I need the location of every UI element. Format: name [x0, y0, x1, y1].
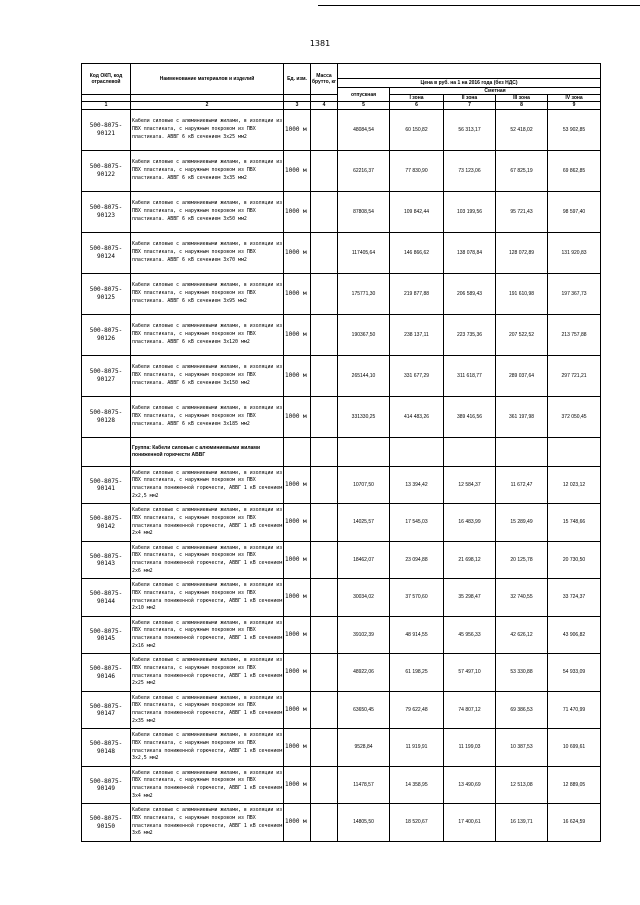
zone-4-price: 33 724,37: [548, 579, 601, 617]
zone-4-price: 69 862,85: [548, 150, 601, 191]
table-row: [82, 355, 601, 396]
release-price: 265144,10: [338, 355, 390, 396]
product-code: 500-8075-90121: [82, 109, 131, 150]
column-number: 4: [311, 102, 338, 109]
product-name: Кабели силовые с алюминиевыми жилами, в изоляции из ПВХ пластиката, с наружным покровом из ПВХ пластиката пониженной горючести, АВВГ 1 кВ сечением 2х16 мм2: [131, 616, 284, 654]
zone-4-price: 20 730,50: [548, 541, 601, 579]
unit-cell: 1000 м: [284, 355, 311, 396]
header-spacer: [338, 64, 601, 79]
product-code: 500-8075-90141: [82, 466, 131, 504]
mass-cell: [311, 804, 338, 842]
unit-cell: 1000 м: [284, 804, 311, 842]
zone-1-price: 48 914,55: [390, 616, 444, 654]
unit-cell: 1000 м: [284, 691, 311, 729]
unit-cell: 1000 м: [284, 616, 311, 654]
release-price: 117405,64: [338, 232, 390, 273]
group-title: Группа: Кабели силовые с алюминиевыми жилами пониженной горючести АВВГ: [131, 437, 284, 466]
zone-3-price: 15 289,49: [496, 504, 548, 542]
mass-cell: [311, 191, 338, 232]
group-row-blank: [338, 437, 390, 466]
unit-cell: 1000 м: [284, 396, 311, 437]
release-price: 331330,25: [338, 396, 390, 437]
zone-1-price: 146 866,62: [390, 232, 444, 273]
product-code: 500-8075-90143: [82, 541, 131, 579]
product-name: Кабели силовые с алюминиевыми жилами, в изоляции из ПВХ пластиката, с наружным покровом из ПВХ пластиката пониженной горючести, АВВГ 1 кВ сечением 2х6 мм2: [131, 541, 284, 579]
zone-3-price: 32 740,55: [496, 579, 548, 617]
group-row-blank: [444, 437, 496, 466]
unit-cell: 1000 м: [284, 314, 311, 355]
unit-cell: 1000 м: [284, 579, 311, 617]
product-code: 500-8075-90125: [82, 273, 131, 314]
mass-cell: [311, 654, 338, 692]
release-price: 62216,37: [338, 150, 390, 191]
product-name: Кабели силовые с алюминиевыми жилами, в изоляции из ПВХ пластиката, с наружным покровом из ПВХ пластиката пониженной горючести, АВВГ 1 кВ сечением 2х35 мм2: [131, 691, 284, 729]
product-code: 500-8075-90124: [82, 232, 131, 273]
header-filler: [284, 95, 311, 102]
zone-2-price: 389 416,56: [444, 396, 496, 437]
column-number: 3: [284, 102, 311, 109]
release-price: 48922,06: [338, 654, 390, 692]
zone-1-price: 331 677,29: [390, 355, 444, 396]
table-row: [82, 541, 601, 579]
mass-cell: [311, 691, 338, 729]
table-row: [82, 804, 601, 842]
table-row: [82, 766, 601, 804]
zone-4-price: 197 367,73: [548, 273, 601, 314]
zone-4-price: 131 920,83: [548, 232, 601, 273]
product-name: Кабели силовые с алюминиевыми жилами, в изоляции из ПВХ пластиката, с наружным покровом из ПВХ пластиката. АВВГ 6 кВ сечением 3х70 мм2: [131, 232, 284, 273]
zone-3-price: 42 626,12: [496, 616, 548, 654]
zone-3-price: 12 513,08: [496, 766, 548, 804]
release-price: 14025,57: [338, 504, 390, 542]
product-code: 500-8075-90149: [82, 766, 131, 804]
zone-4-price: 10 699,61: [548, 729, 601, 767]
column-number: 1: [82, 102, 131, 109]
zone-1-price: 14 358,95: [390, 766, 444, 804]
table-row: [82, 691, 601, 729]
zone-2-price: 223 735,36: [444, 314, 496, 355]
product-name: Кабели силовые с алюминиевыми жилами, в изоляции из ПВХ пластиката, с наружным покровом из ПВХ пластиката. АВВГ 6 кВ сечением 3х35 мм2: [131, 150, 284, 191]
zone-3-price: 207 522,52: [496, 314, 548, 355]
mass-cell: [311, 541, 338, 579]
column-number: 9: [548, 102, 601, 109]
zone-2-price: 16 483,99: [444, 504, 496, 542]
product-code: 500-8075-90146: [82, 654, 131, 692]
release-price: 39102,39: [338, 616, 390, 654]
zone-2-price: 35 298,47: [444, 579, 496, 617]
zone-2-price: 57 497,10: [444, 654, 496, 692]
header-mass: Масса брутто, кг: [311, 64, 338, 95]
mass-cell: [311, 616, 338, 654]
zone-2-price: 11 199,03: [444, 729, 496, 767]
group-row-blank: [496, 437, 548, 466]
product-code: 500-8075-90150: [82, 804, 131, 842]
zone-1-price: 11 919,91: [390, 729, 444, 767]
zone-2-price: 103 199,56: [444, 191, 496, 232]
zone-4-price: 297 721,21: [548, 355, 601, 396]
table-row: [82, 109, 601, 150]
zone-3-price: 128 072,89: [496, 232, 548, 273]
zone-1-price: 219 877,88: [390, 273, 444, 314]
zone-2-price: 12 584,37: [444, 466, 496, 504]
group-row: [82, 437, 601, 466]
zone-4-price: 12 023,12: [548, 466, 601, 504]
product-code: 500-8075-90142: [82, 504, 131, 542]
release-price: 11478,57: [338, 766, 390, 804]
zone-1-price: 60 150,82: [390, 109, 444, 150]
product-code: 500-8075-90126: [82, 314, 131, 355]
zone-4-price: 15 748,66: [548, 504, 601, 542]
unit-cell: 1000 м: [284, 541, 311, 579]
mass-cell: [311, 232, 338, 273]
zone-2-price: 21 698,12: [444, 541, 496, 579]
product-name: Кабели силовые с алюминиевыми жилами, в изоляции из ПВХ пластиката, с наружным покровом из ПВХ пластиката. АВВГ 6 кВ сечением 3х95 мм2: [131, 273, 284, 314]
mass-cell: [311, 355, 338, 396]
zone-3-price: 20 125,78: [496, 541, 548, 579]
product-name: Кабели силовые с алюминиевыми жилами, в изоляции из ПВХ пластиката, с наружным покровом из ПВХ пластиката пониженной горючести, АВВГ 1 кВ сечением 3х2,5 мм2: [131, 729, 284, 767]
product-code: 500-8075-90128: [82, 396, 131, 437]
zone-1-price: 109 842,44: [390, 191, 444, 232]
product-name: Кабели силовые с алюминиевыми жилами, в изоляции из ПВХ пластиката, с наружным покровом из ПВХ пластиката пониженной горючести, АВВГ 1 кВ сечением 2х4 мм2: [131, 504, 284, 542]
zone-1-price: 17 545,03: [390, 504, 444, 542]
column-number: 2: [131, 102, 284, 109]
release-price: 14805,50: [338, 804, 390, 842]
group-row-blank: [390, 437, 444, 466]
column-number-row: [82, 102, 601, 109]
zone-2-price: 13 490,69: [444, 766, 496, 804]
zone-3-price: 10 387,53: [496, 729, 548, 767]
zone-3-price: 69 386,53: [496, 691, 548, 729]
release-price: 9528,84: [338, 729, 390, 767]
zone-1-price: 18 520,67: [390, 804, 444, 842]
unit-cell: 1000 м: [284, 504, 311, 542]
zone-4-price: 54 933,09: [548, 654, 601, 692]
table-row: [82, 396, 601, 437]
product-name: Кабели силовые с алюминиевыми жилами, в изоляции из ПВХ пластиката, с наружным покровом из ПВХ пластиката. АВВГ 6 кВ сечением 3х150 мм2: [131, 355, 284, 396]
zone-4-price: 213 757,88: [548, 314, 601, 355]
table-row: [82, 150, 601, 191]
header-unit: Ед. изм.: [284, 64, 311, 95]
zone-2-price: 138 078,84: [444, 232, 496, 273]
product-code: 500-8075-90145: [82, 616, 131, 654]
zone-4-price: 372 050,45: [548, 396, 601, 437]
group-row-blank: [311, 437, 338, 466]
zone-2-price: 56 313,17: [444, 109, 496, 150]
header-release: отпускная: [338, 88, 390, 102]
table-row: [82, 232, 601, 273]
unit-cell: 1000 м: [284, 654, 311, 692]
group-row-blank: [284, 437, 311, 466]
header-zone-4: IV зона: [548, 95, 601, 102]
zone-4-price: 98 597,40: [548, 191, 601, 232]
mass-cell: [311, 729, 338, 767]
product-name: Кабели силовые с алюминиевыми жилами, в изоляции из ПВХ пластиката, с наружным покровом из ПВХ пластиката пониженной горючести, АВВГ 1 кВ сечением 2х2,5 мм2: [131, 466, 284, 504]
product-name: Кабели силовые с алюминиевыми жилами, в изоляции из ПВХ пластиката, с наружным покровом из ПВХ пластиката. АВВГ 6 кВ сечением 3х50 мм2: [131, 191, 284, 232]
release-price: 190367,50: [338, 314, 390, 355]
unit-cell: 1000 м: [284, 109, 311, 150]
release-price: 18462,07: [338, 541, 390, 579]
zone-3-price: 289 037,64: [496, 355, 548, 396]
page-number: 1381: [309, 39, 331, 48]
zone-3-price: 11 672,47: [496, 466, 548, 504]
table-body-b: [82, 466, 601, 841]
product-code: 500-8075-90127: [82, 355, 131, 396]
product-name: Кабели силовые с алюминиевыми жилами, в изоляции из ПВХ пластиката, с наружным покровом из ПВХ пластиката пониженной горючести, АВВГ 1 кВ сечением 3х6 мм2: [131, 804, 284, 842]
zone-1-price: 238 137,11: [390, 314, 444, 355]
header-code: Код ОКП, код отраслевой: [82, 64, 131, 95]
table-row: [82, 729, 601, 767]
release-price: 175771,30: [338, 273, 390, 314]
table-row: [82, 579, 601, 617]
group-row-blank: [548, 437, 601, 466]
zone-4-price: 12 889,05: [548, 766, 601, 804]
group-row-blank: [82, 437, 131, 466]
zone-1-price: 77 830,90: [390, 150, 444, 191]
zone-3-price: 52 418,02: [496, 109, 548, 150]
unit-cell: 1000 м: [284, 466, 311, 504]
release-price: 87808,54: [338, 191, 390, 232]
product-name: Кабели силовые с алюминиевыми жилами, в изоляции из ПВХ пластиката, с наружным покровом из ПВХ пластиката пониженной горючести, АВВГ 1 кВ сечением 3х4 мм2: [131, 766, 284, 804]
unit-cell: 1000 м: [284, 232, 311, 273]
zone-3-price: 67 825,19: [496, 150, 548, 191]
header-filler: [131, 95, 284, 102]
header-filler: [82, 95, 131, 102]
zone-2-price: 45 956,33: [444, 616, 496, 654]
zone-4-price: 16 624,59: [548, 804, 601, 842]
zone-4-price: 71 470,99: [548, 691, 601, 729]
zone-1-price: 79 622,48: [390, 691, 444, 729]
zone-2-price: 206 589,43: [444, 273, 496, 314]
product-name: Кабели силовые с алюминиевыми жилами, в изоляции из ПВХ пластиката, с наружным покровом из ПВХ пластиката. АВВГ 6 кВ сечением 3х185 мм2: [131, 396, 284, 437]
product-name: Кабели силовые с алюминиевыми жилами, в изоляции из ПВХ пластиката, с наружным покровом из ПВХ пластиката. АВВГ 6 кВ сечением 3х25 мм2: [131, 109, 284, 150]
product-code: 500-8075-90148: [82, 729, 131, 767]
release-price: 30034,02: [338, 579, 390, 617]
mass-cell: [311, 766, 338, 804]
mass-cell: [311, 109, 338, 150]
column-number: 8: [496, 102, 548, 109]
column-number: 7: [444, 102, 496, 109]
column-number: 6: [390, 102, 444, 109]
zone-4-price: 53 902,85: [548, 109, 601, 150]
table-row: [82, 466, 601, 504]
column-number: 5: [338, 102, 390, 109]
mass-cell: [311, 396, 338, 437]
table-row: [82, 654, 601, 692]
zone-2-price: 311 618,77: [444, 355, 496, 396]
product-code: 500-8075-90122: [82, 150, 131, 191]
zone-1-price: 61 198,25: [390, 654, 444, 692]
zone-1-price: 414 483,26: [390, 396, 444, 437]
product-name: Кабели силовые с алюминиевыми жилами, в изоляции из ПВХ пластиката, с наружным покровом из ПВХ пластиката. АВВГ 6 кВ сечением 3х120 мм2: [131, 314, 284, 355]
mass-cell: [311, 273, 338, 314]
group-row-body: [82, 437, 601, 466]
mass-cell: [311, 466, 338, 504]
zone-2-price: 74 807,12: [444, 691, 496, 729]
price-table: [81, 63, 601, 842]
zone-3-price: 95 721,43: [496, 191, 548, 232]
table-row: [82, 314, 601, 355]
table-row: [82, 191, 601, 232]
zone-1-price: 23 094,88: [390, 541, 444, 579]
header-zone-1: I зона: [390, 95, 444, 102]
table-row: [82, 504, 601, 542]
product-code: 500-8075-90123: [82, 191, 131, 232]
zone-3-price: 361 197,98: [496, 396, 548, 437]
header-zone-3: III зона: [496, 95, 548, 102]
product-name: Кабели силовые с алюминиевыми жилами, в изоляции из ПВХ пластиката, с наружным покровом из ПВХ пластиката пониженной горючести, АВВГ 1 кВ сечением 2х10 мм2: [131, 579, 284, 617]
table-row: [82, 616, 601, 654]
zone-3-price: 191 610,98: [496, 273, 548, 314]
zone-1-price: 13 394,42: [390, 466, 444, 504]
zone-2-price: 73 123,06: [444, 150, 496, 191]
unit-cell: 1000 м: [284, 191, 311, 232]
product-code: 500-8075-90144: [82, 579, 131, 617]
mass-cell: [311, 314, 338, 355]
release-price: 48084,54: [338, 109, 390, 150]
table-row: [82, 273, 601, 314]
header-name: Наименование материалов и изделий: [131, 64, 284, 95]
header-filler: [311, 95, 338, 102]
top-rule: [318, 5, 640, 6]
header-price: Цена в руб. на 1 на 2016 года (без НДС): [338, 79, 601, 88]
mass-cell: [311, 504, 338, 542]
table-body-a: [82, 109, 601, 437]
mass-cell: [311, 579, 338, 617]
product-name: Кабели силовые с алюминиевыми жилами, в изоляции из ПВХ пластиката, с наружным покровом из ПВХ пластиката пониженной горючести, АВВГ 1 кВ сечением 2х25 мм2: [131, 654, 284, 692]
product-code: 500-8075-90147: [82, 691, 131, 729]
unit-cell: 1000 м: [284, 150, 311, 191]
zone-3-price: 16 139,71: [496, 804, 548, 842]
zone-2-price: 17 400,61: [444, 804, 496, 842]
release-price: 10707,50: [338, 466, 390, 504]
zone-1-price: 37 570,60: [390, 579, 444, 617]
mass-cell: [311, 150, 338, 191]
release-price: 63650,45: [338, 691, 390, 729]
unit-cell: 1000 м: [284, 273, 311, 314]
unit-cell: 1000 м: [284, 729, 311, 767]
zone-4-price: 43 906,82: [548, 616, 601, 654]
header-estimate: Сметная: [390, 88, 601, 95]
header-zone-2: II зона: [444, 95, 496, 102]
zone-3-price: 53 330,88: [496, 654, 548, 692]
unit-cell: 1000 м: [284, 766, 311, 804]
